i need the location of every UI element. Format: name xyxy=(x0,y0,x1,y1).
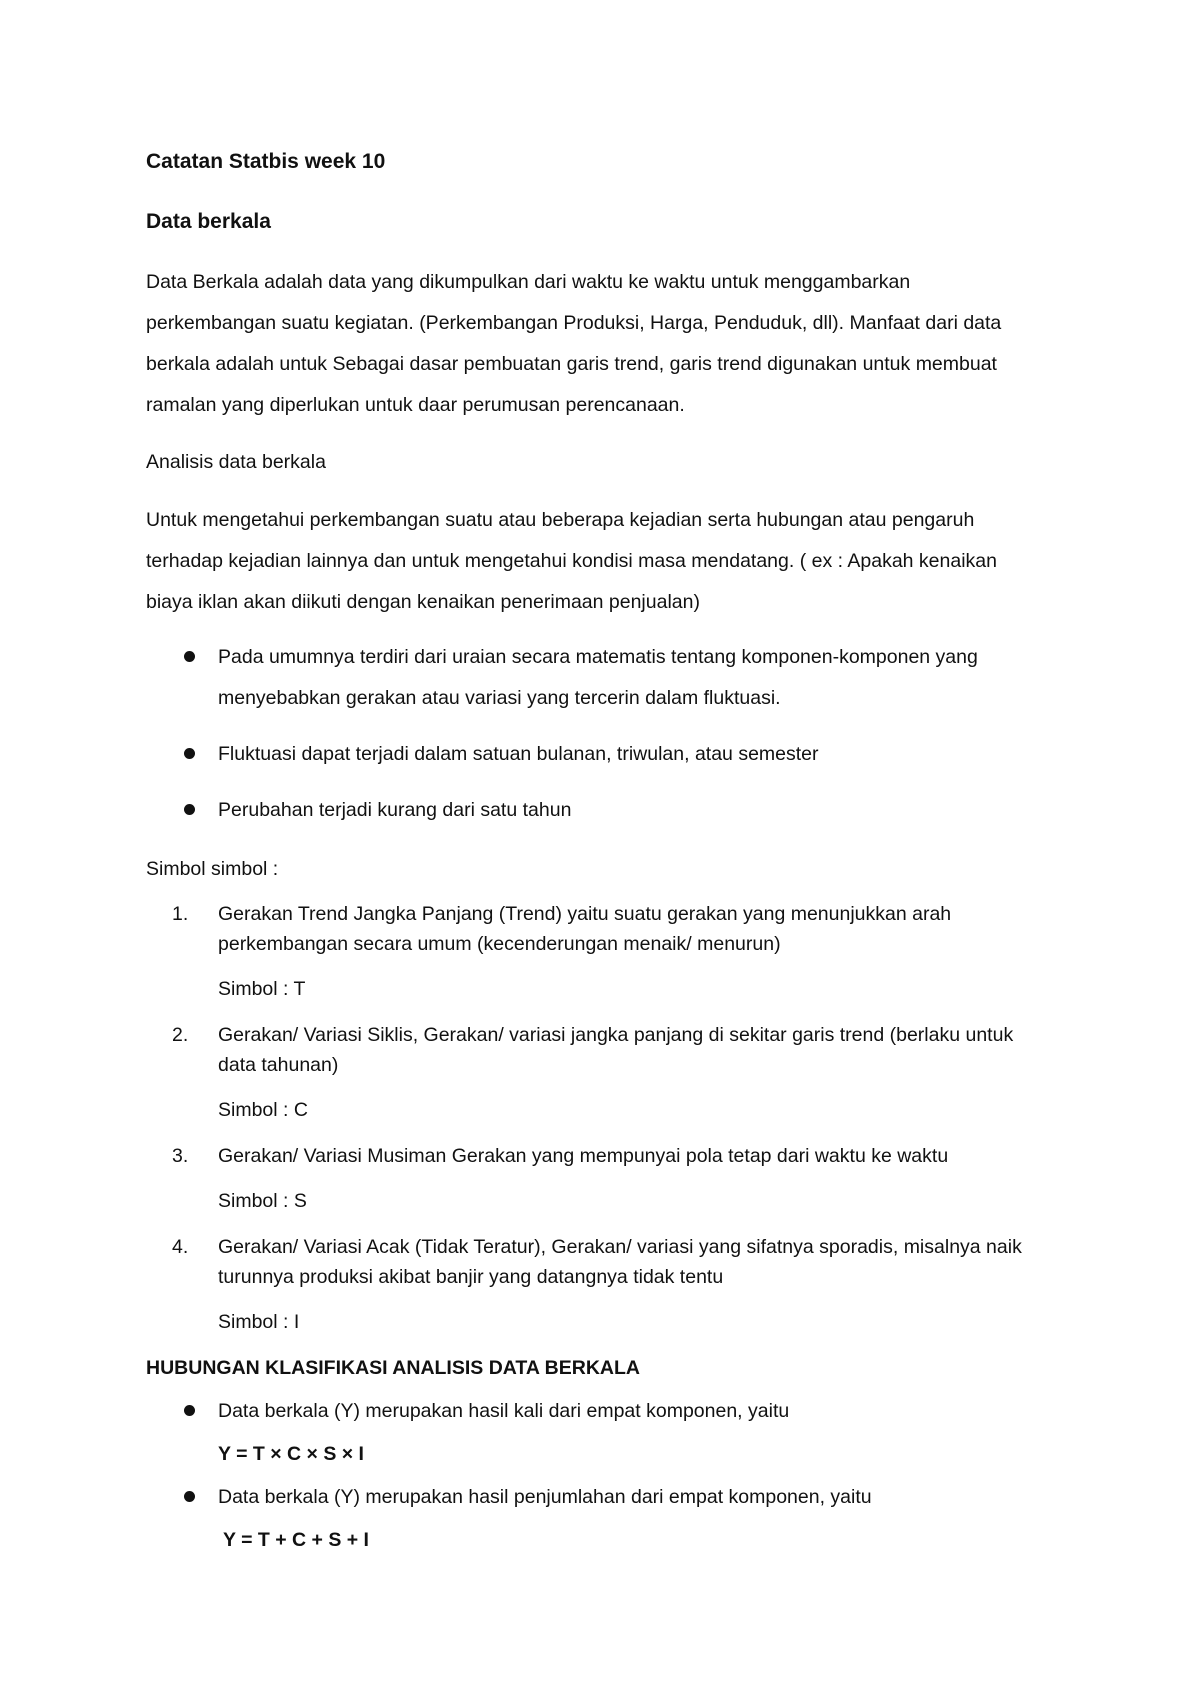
hubungan-line: Data berkala (Y) merupakan hasil kali dari empat komponen, yaitu xyxy=(218,1400,790,1422)
symbol-label: Simbol : T xyxy=(218,978,306,1000)
list-item-line: Gerakan/ Variasi Acak (Tidak Teratur), Gerakan/ variasi yang sifatnya sporadis, misalnya naik xyxy=(218,1236,1022,1258)
analisis-title: Analisis data berkala xyxy=(146,451,326,473)
list-item-line: turunnya produksi akibat banjir yang datangnya tidak tentu xyxy=(218,1266,724,1288)
intro-line: perkembangan suatu kegiatan. (Perkembangan Produksi, Harga, Penduduk, dll). Manfaat dari data xyxy=(146,312,1002,334)
bullet-dot-icon xyxy=(184,1491,195,1502)
bullet-line: Pada umumnya terdiri dari uraian secara matematis tentang komponen-komponen yang xyxy=(218,646,978,668)
bullet-line: Fluktuasi dapat terjadi dalam satuan bulanan, triwulan, atau semester xyxy=(218,743,819,765)
formula-product: Y = T × C × S × I xyxy=(218,1443,364,1465)
list-item-line: data tahunan) xyxy=(218,1054,339,1076)
intro-line: berkala adalah untuk Sebagai dasar pembuatan garis trend, garis trend digunakan untuk membuat xyxy=(146,353,997,375)
intro-line: ramalan yang diperlukan untuk daar perumusan perencanaan. xyxy=(146,394,685,416)
formula-sum: Y = T + C + S + I xyxy=(223,1529,369,1551)
symbol-label: Simbol : I xyxy=(218,1311,300,1333)
list-number: 1. xyxy=(172,903,189,925)
symbols-title: Simbol simbol : xyxy=(146,858,279,880)
list-number: 3. xyxy=(172,1145,189,1167)
bullet-dot-icon xyxy=(184,1405,195,1416)
hubungan-title: HUBUNGAN KLASIFIKASI ANALISIS DATA BERKALA xyxy=(146,1357,640,1379)
hubungan-line: Data berkala (Y) merupakan hasil penjumlahan dari empat komponen, yaitu xyxy=(218,1486,872,1508)
symbol-label: Simbol : S xyxy=(218,1190,307,1212)
list-item-line: perkembangan secara umum (kecenderungan menaik/ menurun) xyxy=(218,933,781,955)
document-title: Catatan Statbis week 10 xyxy=(146,150,386,173)
bullet-dot-icon xyxy=(184,804,195,815)
bullet-line: Perubahan terjadi kurang dari satu tahun xyxy=(218,799,572,821)
analisis-line: Untuk mengetahui perkembangan suatu atau beberapa kejadian serta hubungan atau pengaruh xyxy=(146,509,975,531)
section-title: Data berkala xyxy=(146,210,271,233)
bullet-dot-icon xyxy=(184,651,195,662)
intro-line: Data Berkala adalah data yang dikumpulkan dari waktu ke waktu untuk menggambarkan xyxy=(146,271,911,293)
list-number: 4. xyxy=(172,1236,189,1258)
analisis-line: terhadap kejadian lainnya dan untuk mengetahui kondisi masa mendatang. ( ex : Apakah kenaikan xyxy=(146,550,997,572)
bullet-line: menyebabkan gerakan atau variasi yang tercerin dalam fluktuasi. xyxy=(218,687,781,709)
list-number: 2. xyxy=(172,1024,189,1046)
list-item-line: Gerakan/ Variasi Siklis, Gerakan/ variasi jangka panjang di sekitar garis trend (berlaku untuk xyxy=(218,1024,1014,1046)
bullet-dot-icon xyxy=(184,748,195,759)
list-item-line: Gerakan Trend Jangka Panjang (Trend) yaitu suatu gerakan yang menunjukkan arah xyxy=(218,903,952,925)
list-item-line: Gerakan/ Variasi Musiman Gerakan yang mempunyai pola tetap dari waktu ke waktu xyxy=(218,1145,949,1167)
analisis-line: biaya iklan akan diikuti dengan kenaikan penerimaan penjualan) xyxy=(146,591,700,613)
symbol-label: Simbol : C xyxy=(218,1099,308,1121)
